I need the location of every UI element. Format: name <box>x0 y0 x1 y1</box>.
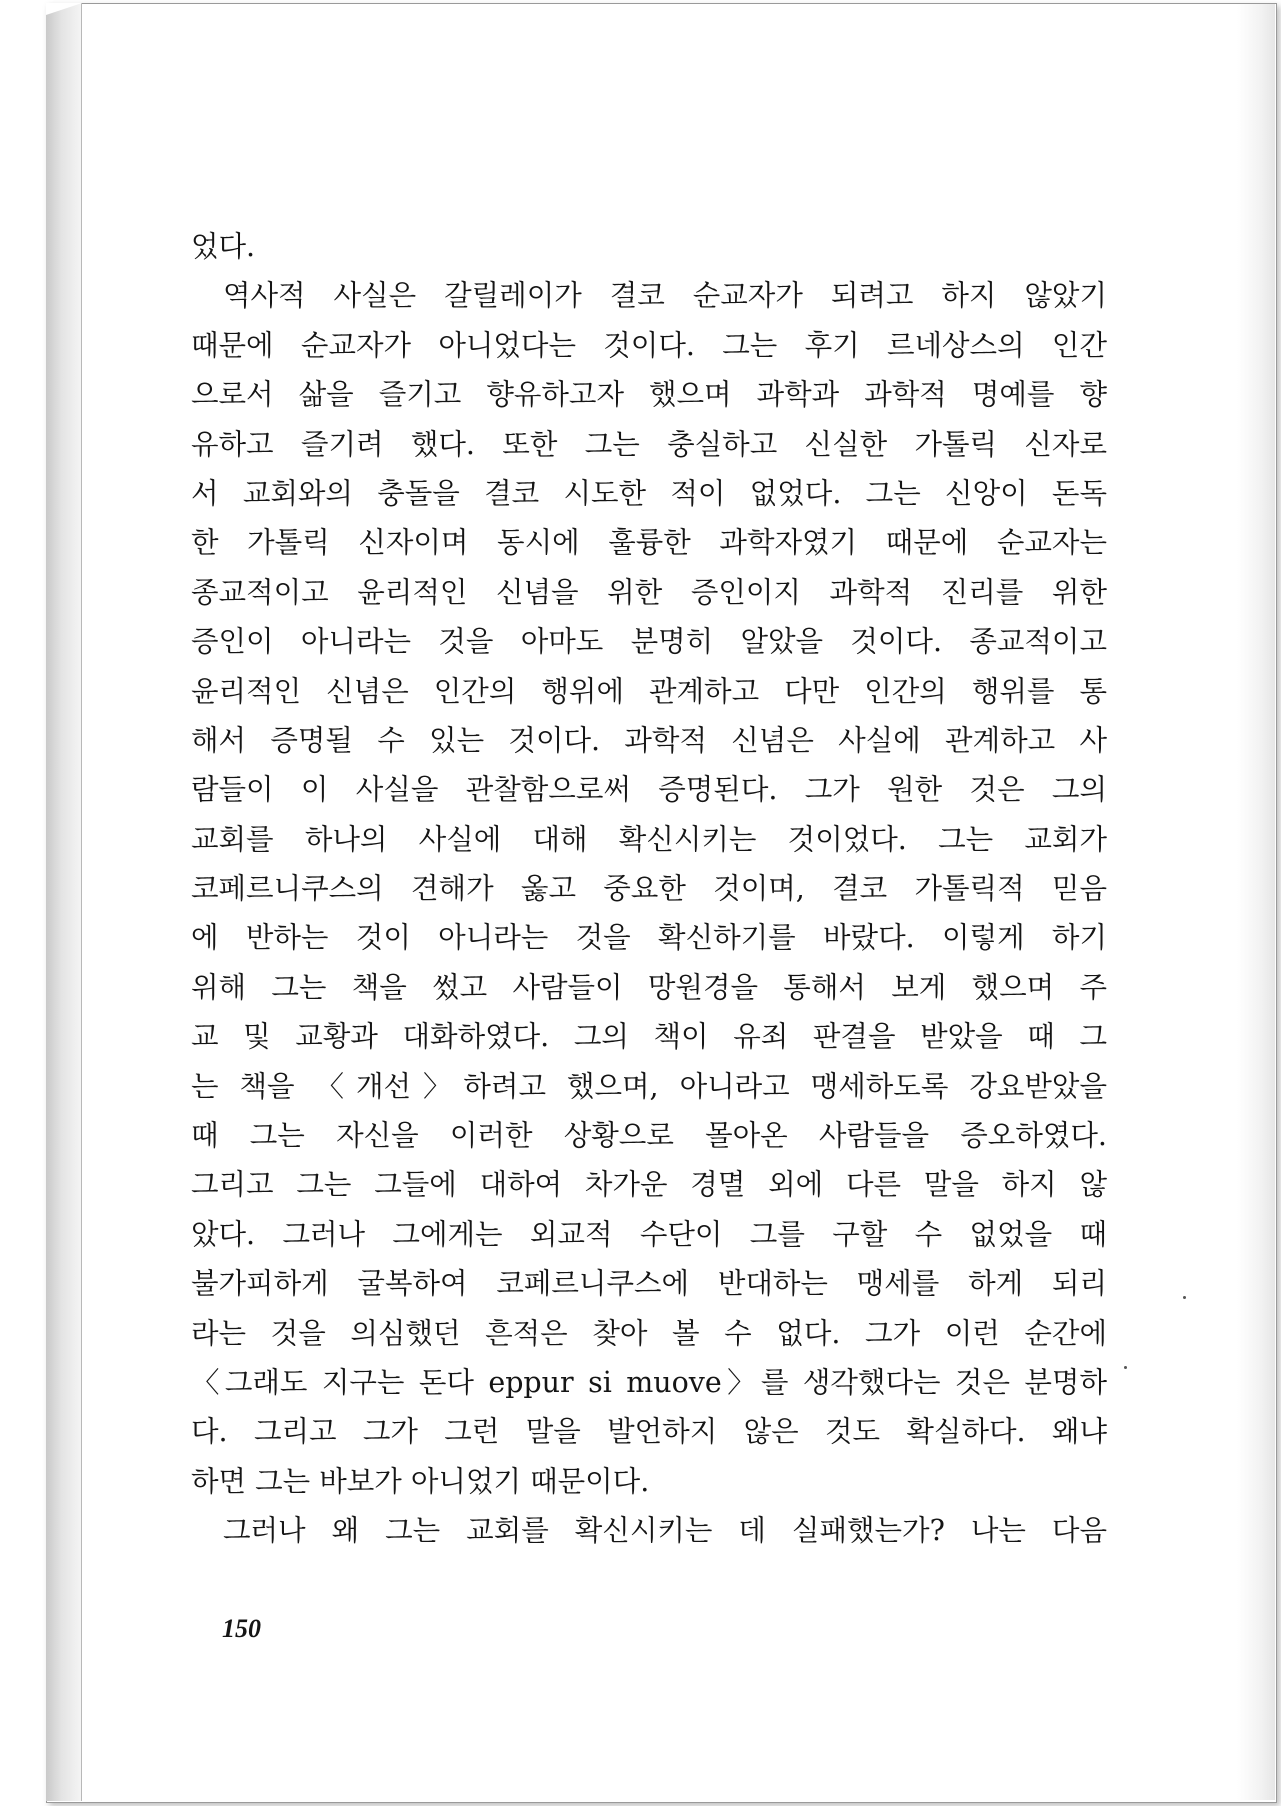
text-line: 서 교회와의 충돌을 결코 시도한 적이 없었다. 그는 신앙이 돈독 <box>191 476 1107 510</box>
text-line: 종교적이고 윤리적인 신념을 위한 증인이지 과학적 진리를 위한 <box>191 575 1107 609</box>
text-line: 하면 그는 바보가 아니었기 때문이다. <box>191 1464 650 1498</box>
scan-speck <box>1124 1366 1127 1369</box>
text-line: 코페르니쿠스의 견해가 옳고 중요한 것이며, 결코 가톨릭적 믿음 <box>191 872 1107 906</box>
text-line: 불가피하게 굴복하여 코페르니쿠스에 반대하는 맹세를 하게 되리 <box>191 1267 1107 1301</box>
text-line: 었다. <box>191 230 256 263</box>
text-line: 그러나 왜 그는 교회를 확신시키는 데 실패했는가? 나는 다음 <box>223 1514 1107 1548</box>
text-line: 라는 것을 의심했던 흔적은 찾아 볼 수 없다. 그가 이런 순간에 <box>191 1316 1107 1350</box>
book-spine <box>46 3 82 1801</box>
text-line: 다. 그리고 그가 그런 말을 발언하지 않은 것도 확실하다. 왜냐 <box>191 1415 1107 1449</box>
text-line: 교 및 교황과 대화하였다. 그의 책이 유죄 판결을 받았을 때 그 <box>191 1020 1107 1054</box>
text-line: 증인이 아니라는 것을 아마도 분명히 알았을 것이다. 종교적이고 <box>191 625 1107 659</box>
page-number: 150 <box>222 1614 261 1643</box>
text-line: 〈그래도 지구는 돈다 eppur si muove〉를 생각했다는 것은 분명하 <box>191 1365 1107 1399</box>
text-line: 교회를 하나의 사실에 대해 확신시키는 것이었다. 그는 교회가 <box>191 822 1107 856</box>
body-text <box>191 222 1107 1556</box>
scan-speck <box>1183 1296 1186 1299</box>
text-line: 유하고 즐기려 했다. 또한 그는 충실하고 신실한 가톨릭 신자로 <box>191 427 1107 461</box>
text-line: 에 반하는 것이 아니라는 것을 확신하기를 바랐다. 이렇게 하기 <box>191 921 1107 955</box>
book-spine-top-corner <box>46 3 82 15</box>
text-line: 역사적 사실은 갈릴레이가 결코 순교자가 되려고 하지 않았기 <box>223 279 1107 313</box>
page-edge-shading <box>1237 4 1275 1800</box>
text-line: 위해 그는 책을 썼고 사람들이 망원경을 통해서 보게 했으며 주 <box>191 970 1107 1004</box>
text-line: 때 그는 자신을 이러한 상황으로 몰아온 사람들을 증오하였다. <box>191 1119 1107 1153</box>
text-line: 그리고 그는 그들에 대하여 차가운 경멸 외에 다른 말을 하지 않 <box>191 1168 1107 1202</box>
text-line: 때문에 순교자가 아니었다는 것이다. 그는 후기 르네상스의 인간 <box>191 328 1107 362</box>
text-line: 한 가톨릭 신자이며 동시에 훌륭한 과학자였기 때문에 순교자는 <box>191 526 1107 560</box>
text-line: 윤리적인 신념은 인간의 행위에 관계하고 다만 인간의 행위를 통 <box>191 674 1107 708</box>
text-line: 으로서 삶을 즐기고 향유하고자 했으며 과학과 과학적 명예를 향 <box>191 378 1107 412</box>
text-line: 는 책을 〈개선〉하려고 했으며, 아니라고 맹세하도록 강요받았을 <box>191 1069 1107 1103</box>
text-line: 해서 증명될 수 있는 것이다. 과학적 신념은 사실에 관계하고 사 <box>191 723 1107 757</box>
text-line: 람들이 이 사실을 관찰함으로써 증명된다. 그가 원한 것은 그의 <box>191 773 1107 807</box>
text-line: 았다. 그러나 그에게는 외교적 수단이 그를 구할 수 없었을 때 <box>191 1217 1107 1251</box>
